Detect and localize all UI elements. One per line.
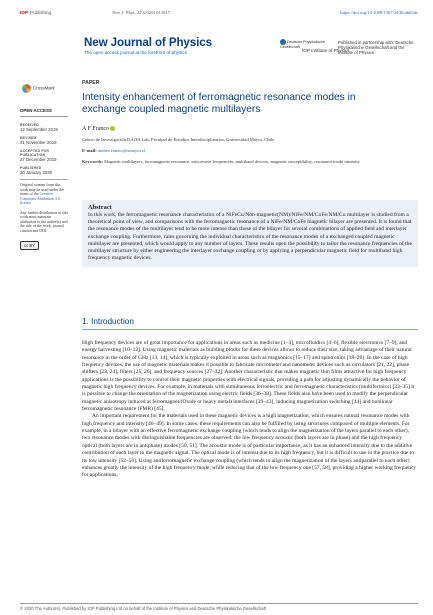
journal-name[interactable]: New Journal of Physics <box>84 36 212 49</box>
journal-citation: New J. Phys. 22 (2020) 013017 <box>112 10 170 15</box>
intro-paragraph-1: High frequency devices are of great importance for applications in areas such as medicine [1–3], microfluidics [4–6], flexible electronics [7–9], and energy harvesting [10–12]. Using magnetic materials as building blocks for these devices allows to reduce their size, taking advantage of their natural resonance in the order of GHz [13, 14], which is typically exploited in areas such as magnonics [15–17] and spintronics [18–20]. In the case of high frequency devices, the use of magnetic materials makes it possible to fabricate micrometer and nanometer devices such as circulators [21, 22], phase shifters [23, 24], filters [25, 26], and frequency sources [27–32]. Another characteristic that makes magnetic thin films attractive for high frequency applications is the possibility to control their magnetic properties with electrical signals, providing a path for adjusting dynamically the behavior of magnetic high frequency devices. For example, in materials with simultaneous ferroelectric and ferromagnetic characteristics (multiferroics) [33–35] it is possible to change the orientation of the magnetization using electric fields [36–38]. These fields also have been used to modify the perpendicular magnetic anisotropy induced at ferromagnet/(Oxide or heavy metal) interfaces [39–43], inducing magnetization switching [44] and nonlinear ferromagnetic resonance (FMR) [45]. <box>82 340 415 413</box>
copyright-footer: © 2020 The Author(s). Published by IOP Publishing Ltd on behalf of the Institute of Physics and Deutsche Physikalische Gesellschaft <box>20 603 418 611</box>
affiliation: Centro de Investigación DAiTA Lab, Facultad de Estudios Interdisciplinarios, Universidad Mayor, Chile <box>82 136 275 142</box>
journal-masthead <box>84 36 212 55</box>
abstract-heading: Abstract <box>88 204 112 211</box>
date-received: RECEIVED 12 September 2019 <box>20 123 58 132</box>
date-accepted: ACCEPTED FOR PUBLICATION 27 December 2019 <box>20 149 57 162</box>
abstract-box <box>82 200 418 267</box>
license-note: Original content from this work may be used under the terms of the Creative Commons Attribution 3.0 licence. Any further distribution of this work must maintain attribution to the author(s) and the title of the work, journal citation and DOI. <box>20 179 68 234</box>
crossmark-badge[interactable]: CrossMark <box>22 84 62 96</box>
cc-by-badge[interactable]: cc BY <box>20 241 39 250</box>
intro-paragraph-2: An important requirement for the materials used in these magnetic devices is a high magnetization, which ensures natural resonance modes with high frequency and intensity [46–49]. In some cases, these requirements can also be fulfilled by using structures composed of multiple elements. For example, in a bilayer with an effective ferromagnetic exchange coupling (which tends to align the magnetization of the layers parallel to each other), two resonance modes with distinguishable frequencies are observed: the low frequency acoustic (both layers are in phase) and the high frequency optical (both layers are in antiphase) modes [50, 51]. The acoustic mode is of particular importance, as it has an enhanced intensity due to the additive contribution of each layer to the magnetic signal. The optical mode is of interest due to its high frequency, but it is difficult to use in the practice due to its low intensity [52–56]. Using antiferromagnetic exchange coupling (which tends to align the magnetization of the layers antiparallel to each other) enhances greatly the intensity of the high frequency mode, while reducing that of the low frequency one [57, 58], providing a higher working frequency for applications, <box>82 413 417 479</box>
article-title: Intensity enhancement of ferromagnetic resonance modes in exchange coupled magnetic multilayers <box>82 92 356 116</box>
section-heading: 1. Introduction <box>82 317 418 330</box>
dpg-logo[interactable]: Deutsche Physikalische Gesellschaft <box>280 39 325 49</box>
crossmark-icon <box>22 84 31 93</box>
partnership-statement: Published in partnership with: Deutsche Physikalische Gesellschaft and the Institute of Physics <box>338 40 414 56</box>
article-header <box>82 80 418 165</box>
date-revised: REVISED 21 November 2019 <box>20 136 57 145</box>
email-link[interactable]: andres.franco@umayor.cl <box>97 147 146 153</box>
license-link[interactable]: Creative Commons Attribution 3.0 licence. <box>20 192 60 206</box>
running-header <box>20 9 418 21</box>
partner-logos <box>280 38 420 62</box>
keywords: Keywords: Magnetic multilayers, ferromagnetic resonance, microwave frequencies, multiband devices, magnetic susceptibility, resonance mode intensity <box>82 158 360 164</box>
iop-logo[interactable]: IOP Institute of Physics <box>302 48 350 53</box>
abstract-text: In this work, the ferromagnetic resonance characteristics of a NiFeCu/Non-magnetic(NM)/NiFe/NM/CoFe/NM/Cu multilayer is studied from a theoretical point of view, and comparisons with the ferromagnetic resonance of a NiFe/NM/CoFe magnetic bilayer are presented. It is found that the resonance modes of the multilayer tend to be more intense than those of the bilayer for several combinations of applied field and interlayer exchange coupling. Furthermore, rules governing the individual characteristics of the resonance modes of a exchanged coupled magnetic multilayer are presented, which would apply to any number of layers. These results open the possibility to tailor the resonance frequencies of the multilayer structure by either engineering the interlayer exchange coupling or by applying a perpendicular magnetic field for multiband high frequency magnetic devices. <box>88 212 412 262</box>
journal-tagline: The open access journal at the forefront of physics <box>84 50 187 55</box>
open-access-label: OPEN ACCESS <box>20 108 68 117</box>
author-name[interactable]: A F Franco <box>82 125 109 132</box>
email-line: E-mail: andres.franco@umayor.cl <box>82 147 146 153</box>
publisher-logo: IOP Publishing <box>20 10 52 15</box>
introduction-section <box>82 317 418 480</box>
article-type: PAPER <box>82 80 100 86</box>
author-line <box>82 126 418 132</box>
doi-link[interactable]: https://doi.org/10.1088/1367-2630/ab65dc <box>340 10 418 15</box>
article-sidebar <box>20 108 68 252</box>
orcid-icon[interactable] <box>110 126 115 131</box>
date-published: PUBLISHED 20 January 2020 <box>20 166 53 175</box>
